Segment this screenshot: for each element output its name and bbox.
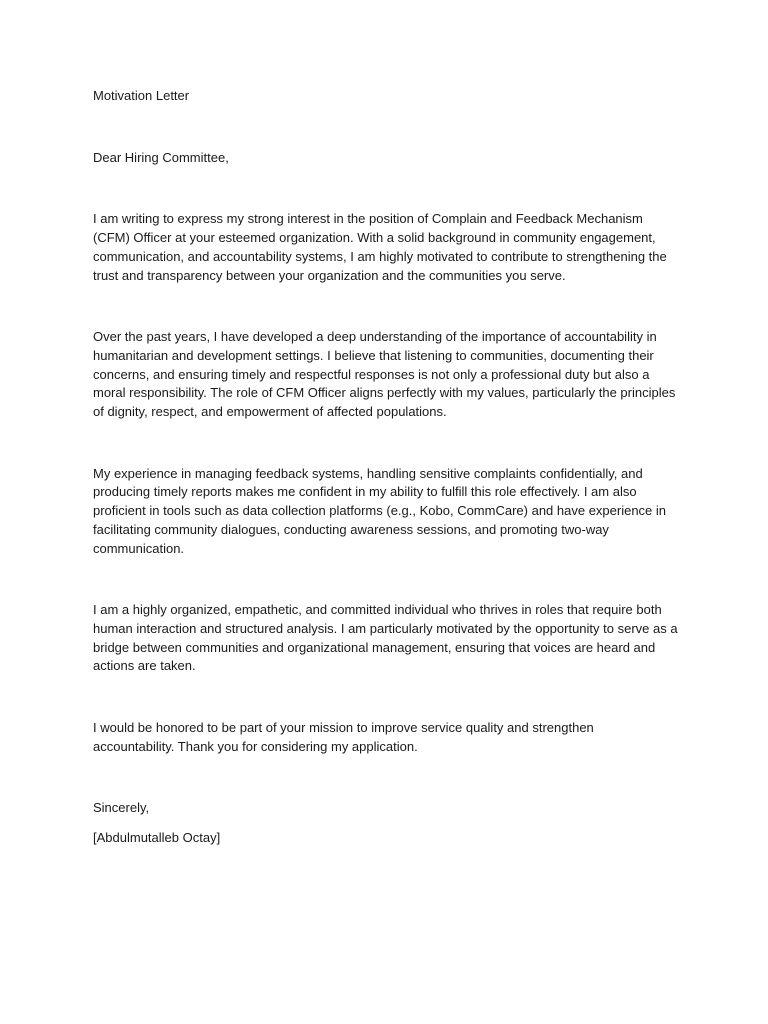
- paragraph-personal: I am a highly organized, empathetic, and committed individual who thrives in roles that require both human interaction and structured analysis. I am particularly motivated by the opportunity to serve as a bridge between communities and organizational management, ensuring that voices are heard and actions are taken.: [93, 602, 678, 674]
- salutation: Dear Hiring Committee,: [93, 149, 229, 165]
- paragraph-conclusion: I would be honored to be part of your mission to improve service quality and strengthen accountability. Thank you for considering my application.: [93, 720, 594, 754]
- letter-body: [93, 87, 678, 848]
- paragraph-intro: I am writing to express my strong interest in the position of Complain and Feedback Mechanism (CFM) Officer at your esteemed organization. With a solid background in community engagement, communication, and accountability systems, I am highly motivated to contribute to strengthening the trust and transparency between your organization and the communities you serve.: [93, 211, 667, 283]
- signature: [Abdulmutalleb Octay]: [93, 830, 221, 846]
- paragraph-experience: Over the past years, I have developed a deep understanding of the importance of accountability in humanitarian and development settings. I believe that listening to communities, documenting their concerns, and ensuring timely and respectful responses is not only a professional duty but also a moral responsibility. The role of CFM Officer aligns perfectly with my values, particularly the principles of dignity, respect, and empowerment of affected populations.: [93, 329, 676, 420]
- paragraph-skills: My experience in managing feedback systems, handling sensitive complaints confidentially, and producing timely reports makes me confident in my ability to fulfill this role effectively. I am also proficient in tools such as data collection platforms (e.g., Kobo, CommCare) and have experience in facilitating community dialogues, conducting awareness sessions, and promoting two-way communication.: [93, 465, 667, 556]
- closing: Sincerely,: [93, 800, 150, 816]
- document-title: Motivation Letter: [93, 88, 190, 103]
